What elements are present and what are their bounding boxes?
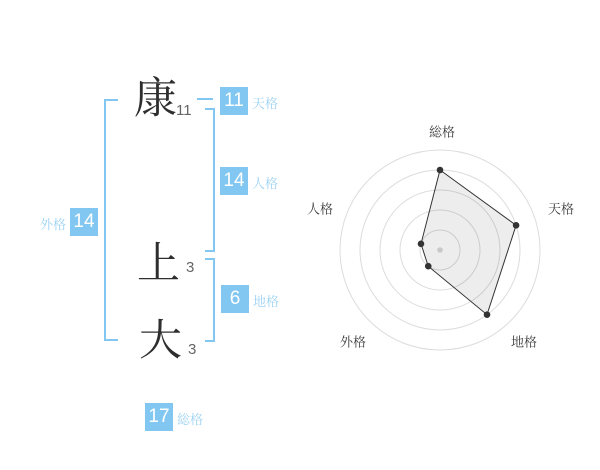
kanji-char-2: 上 [137,240,180,288]
radar-axis-label-tenkaku: 天格 [547,201,575,217]
jinkaku-label: 人格 [252,176,279,191]
radar-chart-canvas [305,118,585,363]
soukaku-badge: 17 [145,403,173,431]
jinkaku-badge: 14 [220,167,248,195]
tenkaku-badge: 11 [220,87,248,115]
kanji-char-1: 康 [134,75,177,123]
radar-chart [305,118,585,363]
chikaku-badge: 6 [221,285,249,313]
tenkaku-label: 天格 [252,96,279,111]
stroke-count-3: 3 [188,341,197,358]
radar-axis-label-jinkaku: 人格 [306,201,334,217]
chikaku-bracket [205,258,215,342]
radar-axis-label-gaikaku: 外格 [339,334,367,350]
gaikaku-bracket [104,99,118,341]
soukaku-label: 総格 [177,412,204,427]
gaikaku-badge: 14 [70,208,98,236]
jinkaku-bracket [205,108,215,252]
radar-axis-label-soukaku: 総格 [428,124,456,140]
chikaku-label: 地格 [253,294,280,309]
radar-axis-label-chikaku: 地格 [510,334,538,350]
stroke-count-2: 3 [186,259,195,276]
stroke-count-1: 11 [176,102,192,119]
gaikaku-label: 外格 [39,217,66,232]
kanji-char-3: 大 [139,317,182,365]
tenkaku-tick [197,98,213,100]
